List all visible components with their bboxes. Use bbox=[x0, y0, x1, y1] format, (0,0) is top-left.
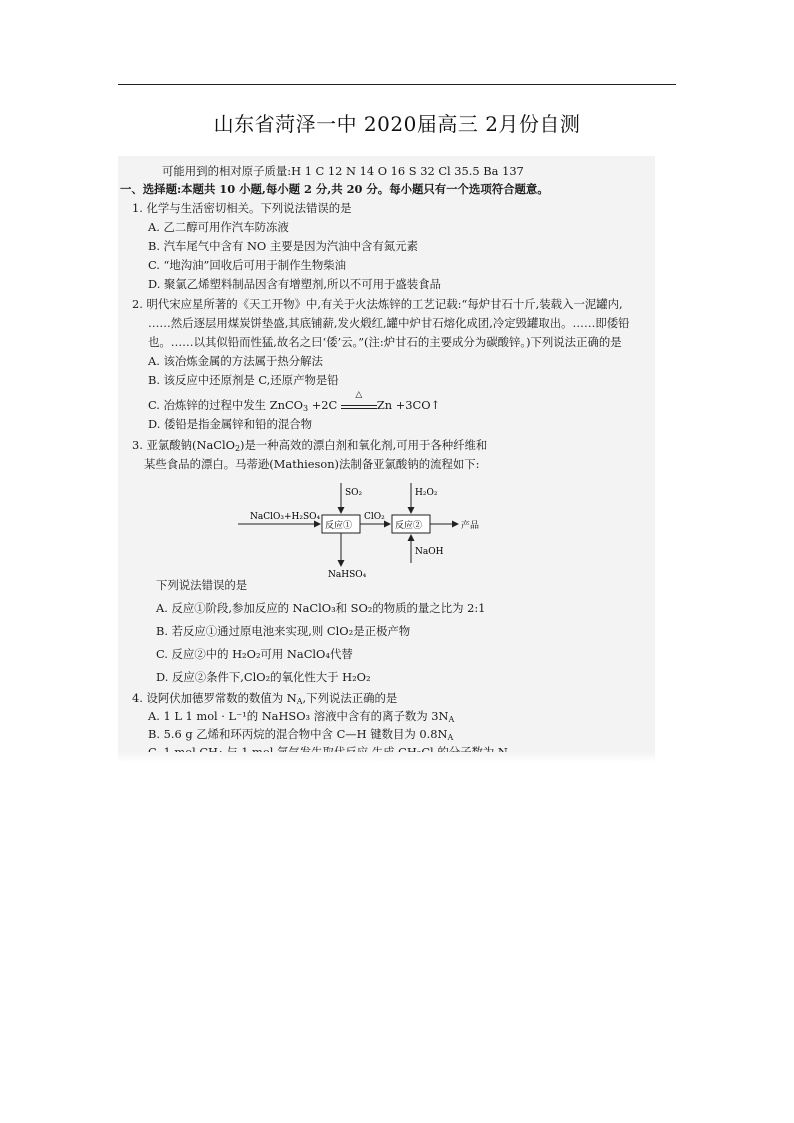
q4-b-text: B. 5.6 g 乙烯和环丙烷的混合物中含 C—H 键数目为 0.8N bbox=[148, 727, 448, 741]
scan-crop-edge bbox=[118, 752, 655, 762]
q2-option-d: D. 倭铅是指金属锌和铅的混合物 bbox=[148, 417, 313, 431]
q3-line-1-post: )是一种高效的漂白剂和氧化剂,可用于各种纤维和 bbox=[240, 438, 488, 452]
q2-line-2: ……然后逐层用煤炭饼垫盛,其底铺薪,发火煅红,罐中炉甘石熔化成团,冷定毁罐取出。……即倭铅 bbox=[148, 316, 630, 330]
reaction-1-label: 反应① bbox=[325, 521, 353, 531]
q3-option-b: B. 若反应①通过原电池来实现,则 ClO₂是正极产物 bbox=[156, 624, 411, 638]
nahso4-label: NaHSO₄ bbox=[328, 570, 367, 580]
q4-stem-text: 4. 设阿伏加德罗常数的数值为 N bbox=[132, 691, 297, 705]
reaction-arrow bbox=[341, 390, 377, 409]
q3-line-2: 某些食品的漂白。马蒂逊(Mathieson)法制备亚氯酸钠的流程如下: bbox=[144, 457, 480, 471]
q2-option-a: A. 该冶炼金属的方法属于热分解法 bbox=[148, 354, 323, 368]
feed-label: NaClO₃+H₂SO₄ bbox=[250, 512, 321, 522]
q2-c-mid: +2C bbox=[308, 398, 341, 412]
q2-option-c: C. 冶炼锌的过程中发生 ZnCO$_3$ +2C △ Zn +3CO↑ bbox=[148, 390, 441, 413]
q3-ask: 下列说法错误的是 bbox=[156, 578, 248, 592]
q4-a-sub: A bbox=[448, 715, 455, 724]
process-flow-diagram bbox=[228, 471, 488, 581]
q2-line-1: 2. 明代宋应星所著的《天工开物》中,有关于火法炼锌的工艺记载:“每炉甘石十斤,装载入一泥罐内, bbox=[132, 297, 623, 311]
so2-label: SO₂ bbox=[345, 488, 363, 498]
q4-stem-sub: A bbox=[296, 697, 303, 706]
q4-stem-post: ,下列说法正确的是 bbox=[302, 691, 398, 705]
q1-option-b: B. 汽车尾气中含有 NO 主要是因为汽油中含有氮元素 bbox=[148, 239, 418, 253]
heat-condition: △ bbox=[355, 390, 363, 400]
q3-option-a: A. 反应①阶段,参加反应的 NaClO₃和 SO₂的物质的量之比为 2:1 bbox=[156, 601, 486, 615]
naoh-label: NaOH bbox=[415, 547, 444, 557]
q2-line-3: 也。……以其似铅而性猛,故名之曰‘倭’云。”(注:炉甘石的主要成分为碳酸锌。)下列说法正确的是 bbox=[148, 335, 622, 349]
atomic-masses: 可能用到的相对原子质量:H 1 C 12 N 14 O 16 S 32 Cl 35.5 Ba 137 bbox=[162, 164, 524, 178]
q4-option-b bbox=[148, 727, 453, 741]
page-title: 山东省菏泽一中 2020届高三 2月份自测 bbox=[213, 112, 581, 136]
q3-line-1: 3. 亚氯酸钠(NaClO$_2$)是一种高效的漂白剂和氧化剂,可用于各种纤维和 bbox=[132, 438, 488, 453]
q4-a-text: A. 1 L 1 mol · L⁻¹的 NaHSO₃ 溶液中含有的离子数为 3N bbox=[148, 709, 449, 723]
q1-option-a: A. 乙二醇可用作汽车防冻液 bbox=[148, 220, 289, 234]
q3-option-d: D. 反应②条件下,ClO₂的氧化性大于 H₂O₂ bbox=[156, 670, 371, 684]
q4-stem bbox=[132, 691, 397, 705]
q1-stem: 1. 化学与生活密切相关。下列说法错误的是 bbox=[132, 201, 352, 215]
q2-c-prefix: C. 冶炼锌的过程中发生 ZnCO bbox=[148, 398, 303, 412]
q3-option-c: C. 反应②中的 H₂O₂可用 NaClO₄代替 bbox=[156, 647, 353, 661]
q1-option-c: C. “地沟油”回收后可用于制作生物柴油 bbox=[148, 258, 347, 272]
h2o2-label: H₂O₂ bbox=[415, 488, 438, 498]
q3-line-1-pre: 3. 亚氯酸钠(NaClO bbox=[132, 438, 235, 452]
section-heading: 一、选择题:本题共 10 小题,每小题 2 分,共 20 分。每小题只有一个选项符合题意。 bbox=[120, 182, 549, 196]
reaction-2-label: 反应② bbox=[395, 521, 423, 531]
clo2-label: ClO₂ bbox=[364, 512, 385, 522]
q2-option-b: B. 该反应中还原剂是 C,还原产物是铅 bbox=[148, 373, 339, 387]
q4-b-sub: A bbox=[447, 733, 454, 742]
product-label: 产品 bbox=[461, 521, 480, 531]
q1-option-d: D. 聚氯乙烯塑料制品因含有增塑剂,所以不可用于盛装食品 bbox=[148, 277, 441, 291]
scanned-question-image bbox=[118, 156, 655, 762]
q4-option-a bbox=[148, 709, 454, 723]
q2-c-suffix: Zn +3CO↑ bbox=[376, 398, 441, 412]
header-rule bbox=[118, 84, 676, 85]
